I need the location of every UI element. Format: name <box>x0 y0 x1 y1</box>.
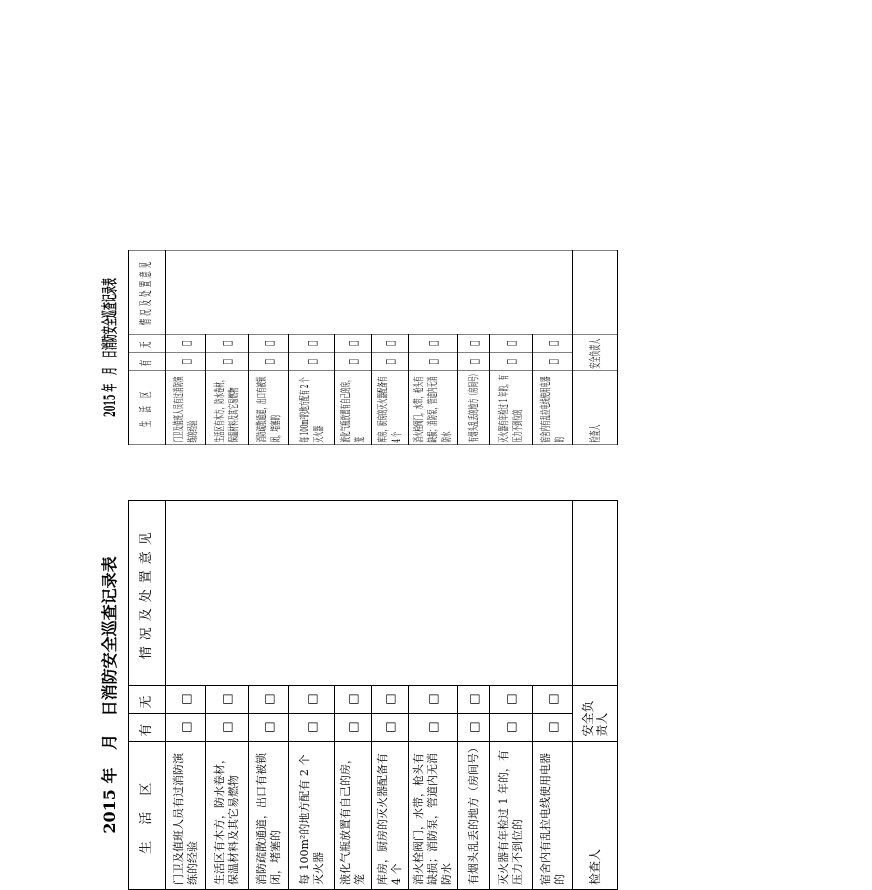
no-checkbox[interactable]: □ <box>372 685 409 713</box>
safety-officer-label: 安全负责人 <box>573 334 618 371</box>
form-title-text: 日消防安全巡查记录表 <box>100 556 119 717</box>
no-checkbox[interactable]: □ <box>335 334 372 352</box>
no-checkbox[interactable]: □ <box>166 685 206 713</box>
table-row <box>166 501 206 890</box>
header-area: 生 活 区 <box>129 741 166 889</box>
form-year: 2015 年 <box>100 767 119 834</box>
yes-checkbox[interactable]: □ <box>249 713 289 741</box>
header-area: 生 活 区 <box>129 371 166 445</box>
no-checkbox[interactable]: □ <box>372 334 409 352</box>
form-year: 2015 年 <box>100 383 119 417</box>
yes-checkbox[interactable]: □ <box>372 352 409 370</box>
form-month: 月 <box>100 366 119 375</box>
yes-checkbox[interactable]: □ <box>458 352 490 370</box>
no-checkbox[interactable]: □ <box>458 334 490 352</box>
inspection-table <box>128 250 618 445</box>
no-checkbox[interactable]: □ <box>249 334 289 352</box>
form-title-text: 日消防安全巡查记录表 <box>100 278 119 359</box>
header-notes: 情况及处置意见 <box>129 501 166 686</box>
item-text: 生活区有木方，防水卷材，保温材料及其它易燃物 <box>206 371 249 445</box>
no-checkbox[interactable]: □ <box>490 685 533 713</box>
header-yes: 有 <box>129 352 166 370</box>
record-form-top <box>92 250 872 445</box>
header-no: 无 <box>129 685 166 713</box>
no-checkbox[interactable]: □ <box>409 685 458 713</box>
no-checkbox[interactable]: □ <box>289 685 335 713</box>
no-checkbox[interactable]: □ <box>166 334 206 352</box>
yes-checkbox[interactable]: □ <box>533 713 573 741</box>
no-checkbox[interactable]: □ <box>409 334 458 352</box>
item-text: 每 100m²的地方配有 2 个灭火器 <box>289 741 335 889</box>
item-text: 灭火器有年检过 1 年的，有压力不到位的 <box>490 371 533 445</box>
signature-row <box>573 250 618 445</box>
item-text: 库房，厨房的灭火器配备有 4 个 <box>372 741 409 889</box>
record-form-bottom <box>92 500 872 890</box>
inspection-table <box>128 500 618 890</box>
header-yes: 有 <box>129 713 166 741</box>
yes-checkbox[interactable]: □ <box>335 713 372 741</box>
item-text: 有烟头乱丢的地方（房间号） <box>458 371 490 445</box>
yes-checkbox[interactable]: □ <box>533 352 573 370</box>
no-checkbox[interactable]: □ <box>335 685 372 713</box>
item-text: 消火栓阀门，水带，枪头有缺损；消防泵，管道内无消防水 <box>409 371 458 445</box>
inspector-label: 检查人 <box>573 741 618 889</box>
header-notes: 情况及处置意见 <box>129 250 166 334</box>
item-text: 门卫及值班人员有过消防演练的经验 <box>166 741 206 889</box>
inspector-label: 检查人 <box>573 371 618 445</box>
item-text: 生活区有木方，防水卷材，保温材料及其它易燃物 <box>206 741 249 889</box>
item-text: 消防疏散通道，出口有被锁闭，堵塞的 <box>249 741 289 889</box>
notes-field[interactable] <box>166 250 573 334</box>
no-checkbox[interactable]: □ <box>249 685 289 713</box>
yes-checkbox[interactable]: □ <box>206 713 249 741</box>
signature-field[interactable] <box>573 250 618 334</box>
yes-checkbox[interactable]: □ <box>490 713 533 741</box>
yes-checkbox[interactable]: □ <box>249 352 289 370</box>
yes-checkbox[interactable]: □ <box>206 352 249 370</box>
no-checkbox[interactable]: □ <box>533 685 573 713</box>
yes-checkbox[interactable]: □ <box>289 352 335 370</box>
yes-checkbox[interactable]: □ <box>166 352 206 370</box>
item-text: 宿舍内有乱拉电线使用电器的 <box>533 741 573 889</box>
no-checkbox[interactable]: □ <box>533 334 573 352</box>
yes-checkbox[interactable]: □ <box>372 713 409 741</box>
item-text: 液化气瓶放置有自己的房，笼 <box>335 741 372 889</box>
item-text: 消防疏散通道，出口有被锁闭，堵塞的 <box>249 371 289 445</box>
item-text: 门卫及值班人员有过消防演练的经验 <box>166 371 206 445</box>
signature-row <box>573 501 618 890</box>
item-text: 有烟头乱丢的地方（房间号） <box>458 741 490 889</box>
item-text: 宿舍内有乱拉电线使用电器的 <box>533 371 573 445</box>
yes-checkbox[interactable]: □ <box>490 352 533 370</box>
safety-officer-label: 安全负责人 <box>573 685 618 741</box>
item-text: 库房，厨房的灭火器配备有 4 个 <box>372 371 409 445</box>
yes-checkbox[interactable]: □ <box>166 713 206 741</box>
item-text: 消火栓阀门，水带，枪头有缺损；消防泵，管道内无消防水 <box>409 741 458 889</box>
form-title <box>92 250 128 445</box>
item-text: 灭火器有年检过 1 年的，有压力不到位的 <box>490 741 533 889</box>
form-title <box>92 500 128 890</box>
signature-field[interactable] <box>573 501 618 686</box>
header-no: 无 <box>129 334 166 352</box>
table-header-row <box>129 250 166 445</box>
no-checkbox[interactable]: □ <box>490 334 533 352</box>
yes-checkbox[interactable]: □ <box>458 713 490 741</box>
no-checkbox[interactable]: □ <box>206 334 249 352</box>
table-row <box>166 250 206 445</box>
yes-checkbox[interactable]: □ <box>289 713 335 741</box>
no-checkbox[interactable]: □ <box>289 334 335 352</box>
no-checkbox[interactable]: □ <box>458 685 490 713</box>
notes-field[interactable] <box>166 501 573 686</box>
form-month: 月 <box>100 733 119 750</box>
yes-checkbox[interactable]: □ <box>409 352 458 370</box>
item-text: 液化气瓶放置有自己的房，笼 <box>335 371 372 445</box>
table-header-row <box>129 501 166 890</box>
yes-checkbox[interactable]: □ <box>409 713 458 741</box>
no-checkbox[interactable]: □ <box>206 685 249 713</box>
item-text: 每 100m²的地方配有 2 个灭火器 <box>289 371 335 445</box>
yes-checkbox[interactable]: □ <box>335 352 372 370</box>
